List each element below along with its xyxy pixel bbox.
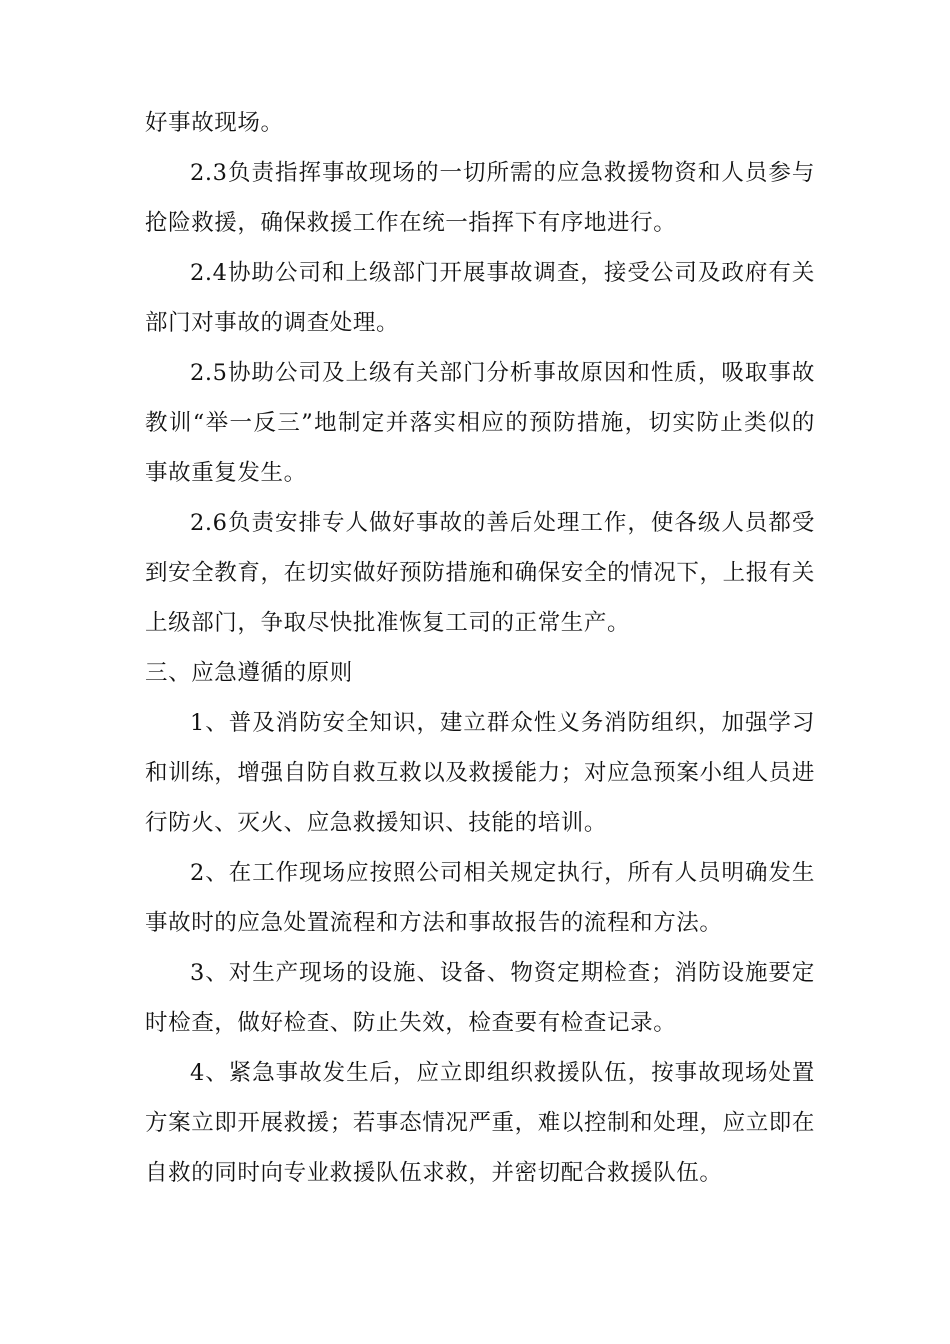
document-page (145, 98, 815, 1198)
paragraph-2-4: 2.4协助公司和上级部门开展事故调查，接受公司及政府有关部门对事故的调查处理。 (145, 260, 815, 336)
paragraph-continuation: 好事故现场。 (145, 110, 284, 136)
paragraph-principle-3: 3、对生产现场的设施、设备、物资定期检查；消防设施要定时检查，做好检查、防止失效，检查要有检查记录。 (145, 960, 815, 1036)
paragraph-2-6: 2.6负责安排专人做好事故的善后处理工作，使各级人员都受到安全教育，在切实做好预防措施和确保安全的情况下，上报有关上级部门，争取尽快批准恢复工司的正常生产。 (145, 510, 815, 636)
paragraph-2-3: 2.3负责指挥事故现场的一切所需的应急救援物资和人员参与抢险救援，确保救援工作在统一指挥下有序地进行。 (145, 160, 815, 236)
paragraph-2-5: 2.5协助公司及上级有关部门分析事故原因和性质，吸取事故教训“举一反三”地制定并落实相应的预防措施，切实防止类似的事故重复发生。 (145, 360, 815, 486)
paragraph-principle-2: 2、在工作现场应按照公司相关规定执行，所有人员明确发生事故时的应急处置流程和方法和事故报告的流程和方法。 (145, 860, 815, 936)
paragraph-principle-4: 4、紧急事故发生后，应立即组织救援队伍，按事故现场处置方案立即开展救援；若事态情况严重，难以控制和处理，应立即在自救的同时向专业救援队伍求救，并密切配合救援队伍。 (145, 1060, 815, 1186)
paragraph-principle-1: 1、普及消防安全知识，建立群众性义务消防组织，加强学习和训练，增强自防自救互救以及救援能力；对应急预案小组人员进行防火、灭火、应急救援知识、技能的培训。 (145, 710, 815, 836)
section-heading-3: 三、应急遵循的原则 (145, 660, 353, 686)
